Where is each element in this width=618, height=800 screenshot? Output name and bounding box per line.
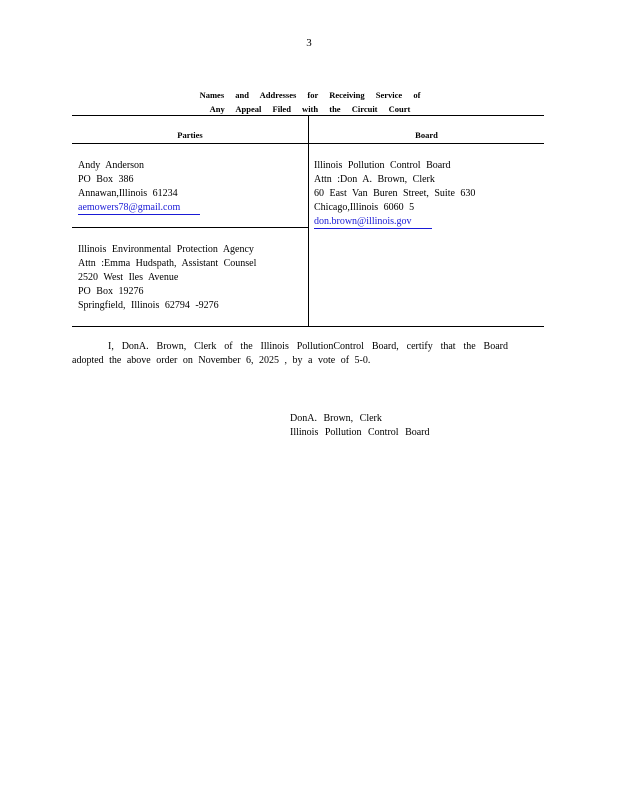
signature-organization: Illinois Pollution Control Board (290, 427, 430, 438)
certification-paragraph: I, DonA. Brown, Clerk of the Illinois PollutionControl Board, certify that the Board adopted the above order on November 6, 2025 , by a vote of 5-0. (72, 341, 508, 366)
board-column-header: Board (415, 130, 438, 140)
service-address-table (72, 115, 544, 327)
party-address-anderson (78, 159, 200, 215)
party-email-link[interactable]: aemowers78@gmail.com (78, 202, 200, 215)
party-address-line: PO Box 386 (78, 174, 134, 185)
signature-block (290, 412, 430, 440)
board-address-line: 60 East Van Buren Street, Suite 630 (314, 188, 476, 199)
board-address (314, 159, 475, 229)
signature-name-title: DonA. Brown, Clerk (290, 413, 382, 424)
party-address-line: Springfield, Illinois 62794 -9276 (78, 300, 219, 311)
column-divider (308, 116, 309, 326)
board-name: Illinois Pollution Control Board (314, 160, 451, 171)
board-address-line: Attn :Don A. Brown, Clerk (314, 174, 435, 185)
row-rule (72, 227, 308, 228)
party-address-line: PO Box 19276 (78, 286, 144, 297)
party-address-line: Attn :Emma Hudspath, Assistant Counsel (78, 258, 257, 269)
service-heading-line-2: Any Appeal Filed with the Circuit Court (209, 104, 411, 114)
board-address-line: Chicago,Illinois 6060 5 (314, 202, 415, 213)
service-heading-line-1: Names and Addresses for Receiving Service of (199, 90, 421, 100)
party-address-line: Annawan,Illinois 61234 (78, 188, 178, 199)
page-number: 3 (306, 37, 312, 49)
party-address-line: 2520 West Iles Avenue (78, 272, 179, 283)
party-name: Illinois Environmental Protection Agency (78, 244, 254, 255)
header-rule (72, 143, 544, 144)
party-address-iepa (78, 243, 256, 313)
board-email-link[interactable]: don.brown@illinois.gov (314, 216, 432, 229)
party-name: Andy Anderson (78, 160, 145, 171)
service-heading (160, 88, 460, 116)
parties-column-header: Parties (177, 130, 203, 140)
